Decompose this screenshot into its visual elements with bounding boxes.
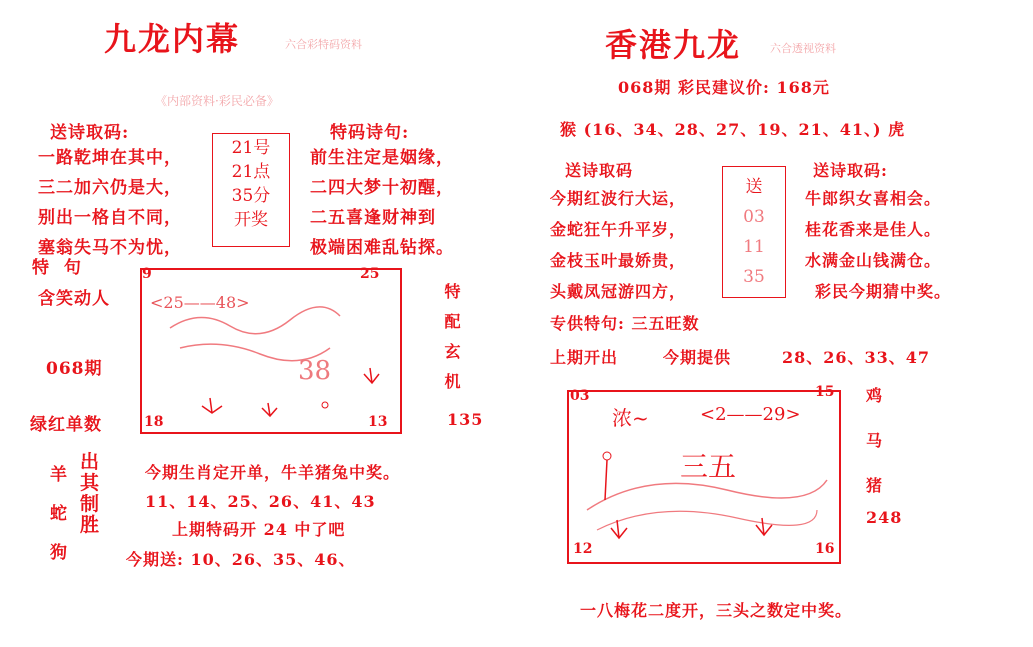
left-out-vertical bbox=[80, 452, 99, 536]
left-corner-bottom-right: 13 bbox=[368, 414, 388, 430]
poem-line: 头戴凤冠游四方， bbox=[550, 282, 687, 301]
poem-line: 金蛇狂午升平岁， bbox=[550, 220, 687, 239]
right-corner-bottom-left: 12 bbox=[573, 541, 593, 557]
left-special-poem-label: 特码诗句: bbox=[330, 123, 410, 143]
poem-line: 二四大梦十初醒， bbox=[310, 178, 454, 198]
time-box-line: 21点 bbox=[231, 162, 271, 182]
left-poem-left bbox=[38, 143, 182, 258]
left-title: 九龙内幕 bbox=[104, 20, 241, 58]
side-char: 特 bbox=[442, 283, 461, 313]
poem-line: 塞翁失马不为忧， bbox=[38, 238, 182, 258]
side-char: 鸡 bbox=[866, 386, 884, 405]
out-char: 制 bbox=[80, 493, 100, 515]
left-line4: 今期送: 10、26、35、46、 bbox=[126, 550, 356, 569]
left-corner-bottom-left: 18 bbox=[144, 414, 164, 430]
time-box-line: 35分 bbox=[231, 186, 271, 206]
poem-line: 二五喜逢财神到 bbox=[310, 208, 436, 228]
out-char: 其 bbox=[80, 472, 100, 494]
send-box-line: 35 bbox=[743, 267, 765, 287]
right-sketch-text1: 浓~ bbox=[612, 406, 649, 430]
send-box-line: 11 bbox=[743, 237, 765, 257]
right-subtitle: 六合透视资料 bbox=[770, 42, 836, 55]
left-side-vertical bbox=[440, 283, 463, 403]
left-subtitle: 六合彩特码资料 bbox=[285, 38, 362, 51]
side-char: 马 bbox=[866, 431, 884, 450]
right-price-line: 068期 彩民建议价: 168元 bbox=[618, 78, 830, 97]
left-zodiac-column bbox=[50, 460, 68, 563]
poem-line: 一路乾坤在其中， bbox=[38, 148, 182, 168]
right-send-box-text bbox=[722, 172, 786, 292]
left-period: 068期 bbox=[46, 359, 103, 379]
right-corner-bottom-right: 16 bbox=[815, 541, 835, 557]
poem-line: 牛郎织女喜相会。 bbox=[805, 189, 942, 208]
right-send-poem-label: 送诗取码 bbox=[565, 161, 634, 180]
out-char: 出 bbox=[80, 451, 100, 473]
send-box-line: 送 bbox=[745, 177, 763, 197]
zodiac-char: 狗 bbox=[50, 543, 68, 563]
poem-line: 前生注定是姻缘， bbox=[310, 148, 454, 168]
right-monkey-line: 猴 (16、34、28、27、19、21、41、) 虎 bbox=[560, 120, 906, 139]
left-special-sentence-label: 特 句 bbox=[32, 258, 82, 278]
left-line2: 11、14、25、26、41、43 bbox=[145, 492, 376, 511]
poem-line: 别出一格自不同， bbox=[38, 208, 182, 228]
left-time-box-text bbox=[222, 136, 280, 232]
poem-line: 金枝玉叶最娇贵， bbox=[550, 251, 687, 270]
right-sketch-text2: 三五 bbox=[680, 450, 737, 483]
time-box-line: 21号 bbox=[231, 138, 271, 158]
left-sketch-range: <25——48> bbox=[150, 293, 250, 312]
right-footer: 一八梅花二度开，三头之数定中奖。 bbox=[580, 601, 853, 620]
right-provide-label: 今期提供 bbox=[663, 348, 732, 367]
poem-line: 桂花香来是佳人。 bbox=[805, 220, 942, 239]
poem-line: 今期红波行大运， bbox=[550, 189, 687, 208]
right-poem-left bbox=[550, 186, 686, 302]
left-line1: 今期生肖定开单，牛羊猪兔中奖。 bbox=[145, 463, 401, 482]
left-corner-top-right: 25 bbox=[360, 266, 380, 282]
right-send-poem-label-2: 送诗取码: bbox=[813, 161, 888, 180]
side-char: 玄 bbox=[442, 343, 461, 373]
poem-line: 彩民今期猜中奖。 bbox=[815, 282, 952, 301]
zodiac-char: 羊 bbox=[50, 465, 68, 485]
right-last-label: 上期开出 bbox=[550, 348, 619, 367]
time-box-line: 开奖 bbox=[234, 210, 268, 230]
out-char: 胜 bbox=[80, 514, 100, 536]
left-corner-top-left: 9 bbox=[142, 266, 152, 282]
left-smile-text: 含笑动人 bbox=[38, 289, 110, 309]
right-title: 香港九龙 bbox=[605, 26, 742, 64]
left-line3: 上期特码开 24 中了吧 bbox=[172, 520, 346, 539]
left-sketch-number: 38 bbox=[298, 356, 332, 386]
right-sketch-strokes bbox=[567, 390, 837, 560]
left-note: 《内部资料·彩民必备》 bbox=[155, 94, 279, 108]
right-special-line: 专供特句: 三五旺数 bbox=[550, 314, 700, 333]
poem-line: 三二加六仍是大， bbox=[38, 178, 182, 198]
left-sketch-strokes bbox=[140, 268, 398, 430]
left-green-red: 绿红单数 bbox=[30, 415, 102, 435]
side-char: 配 bbox=[442, 313, 461, 343]
right-side-number: 248 bbox=[866, 508, 903, 527]
side-char: 猪 bbox=[866, 476, 884, 495]
left-poem-right bbox=[310, 143, 454, 258]
right-poem-right bbox=[805, 186, 951, 302]
side-char: 机 bbox=[442, 373, 461, 403]
right-provide-numbers: 28、26、33、47 bbox=[782, 348, 931, 367]
poem-line: 水满金山钱满仓。 bbox=[805, 251, 942, 270]
zodiac-char: 蛇 bbox=[50, 504, 68, 524]
right-sketch-range: <2——29> bbox=[700, 404, 801, 425]
right-corner-top-right: 15 bbox=[815, 384, 835, 400]
left-side-number: 135 bbox=[447, 410, 484, 429]
right-corner-top-left: 03 bbox=[570, 388, 590, 404]
send-box-line: 03 bbox=[743, 207, 765, 227]
right-side-vertical bbox=[866, 383, 883, 496]
left-send-poem-label: 送诗取码: bbox=[50, 123, 130, 143]
poem-line: 极端困难乱钻探。 bbox=[310, 238, 454, 258]
